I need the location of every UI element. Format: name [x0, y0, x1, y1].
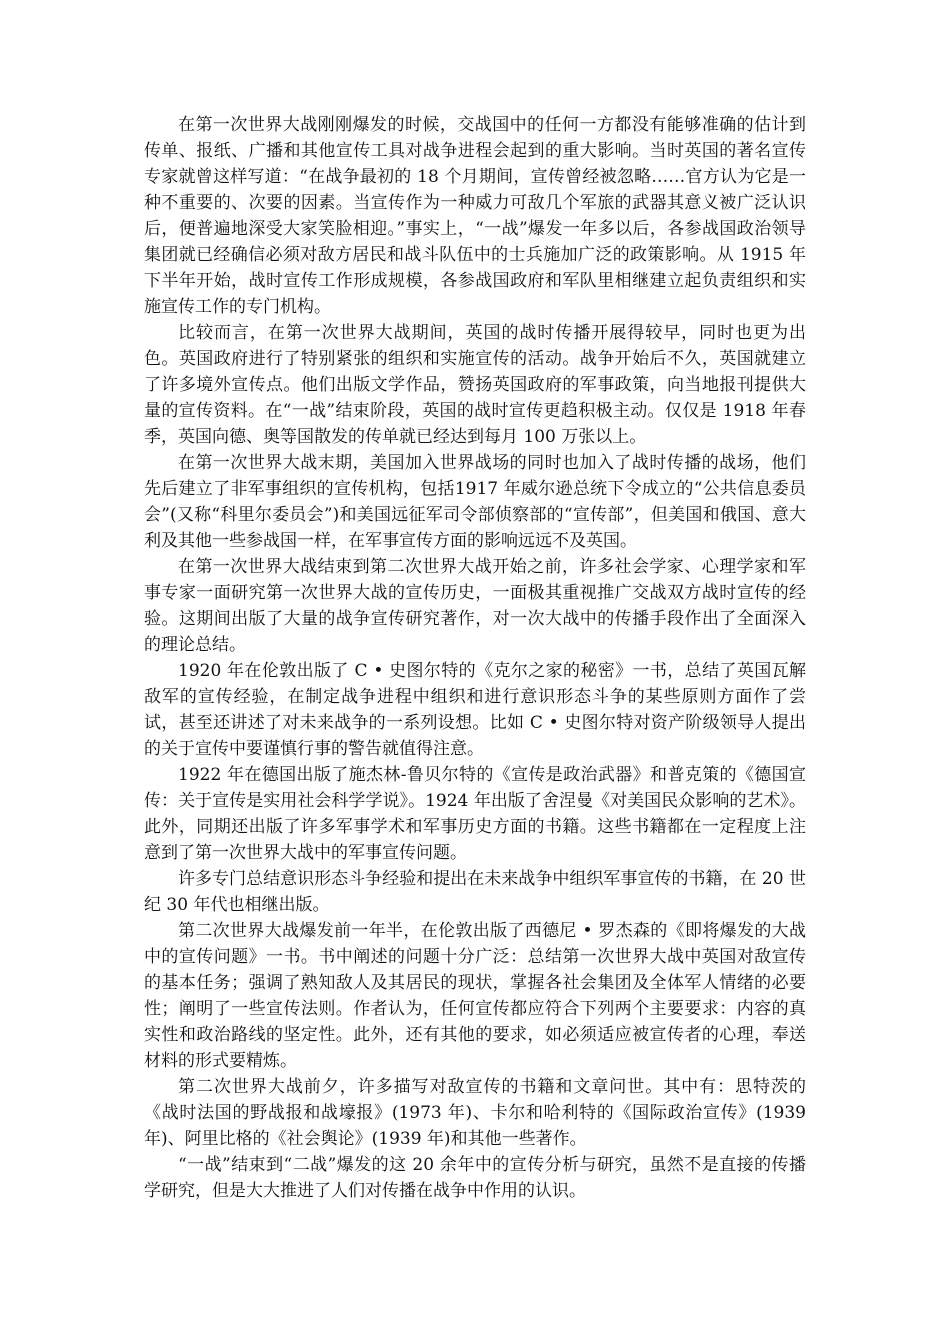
paragraph-3: 在第一次世界大战末期，美国加入世界战场的同时也加入了战时传播的战场，他们先后建立了非军事组织的宣传机构，包括1917 年威尔逊总统下令成立的“公共信息委员会”(又称“科里尔委员会”)和美国远征军司令部侦察部的“宣传部”，但美国和俄国、意大利及其他一些参战国一样，在军事宣传方面的影响远远不及英国。: [144, 453, 806, 551]
paragraph-10: “一战”结束到“二战”爆发的这 20 余年中的宣传分析与研究，虽然不是直接的传播学研究，但是大大推进了人们对传播在战争中作用的认识。: [144, 1155, 806, 1201]
paragraph-2: 比较而言，在第一次世界大战期间，英国的战时传播开展得较早，同时也更为出色。英国政府进行了特别紧张的组织和实施宣传的活动。战争开始后不久，英国就建立了许多境外宣传点。他们出版文学作品，赞扬英国政府的军事政策，向当地报刊提供大量的宣传资料。在“一战”结束阶段，英国的战时宣传更趋积极主动。仅仅是 1918 年春季，英国向德、奥等国散发的传单就已经达到每月 100 万张以上。: [144, 323, 806, 447]
paragraph-8: 第二次世界大战爆发前一年半，在伦敦出版了西德尼 • 罗杰森的《即将爆发的大战中的宣传问题》一书。书中阐述的问题十分广泛：总结第一次世界大战中英国对敌宣传的基本任务；强调了熟知敌人及其居民的现状，掌握各社会集团及全体军人情绪的必要性；阐明了一些宣传法则。作者认为，任何宣传都应符合下列两个主要要求：内容的真实性和政治路线的坚定性。此外，还有其他的要求，如必须适应被宣传者的心理，奉送材料的形式要精炼。: [144, 921, 806, 1071]
paragraph-1: 在第一次世界大战刚刚爆发的时候，交战国中的任何一方都没有能够准确的估计到传单、报纸、广播和其他宣传工具对战争进程会起到的重大影响。当时英国的著名宣传专家就曾这样写道：“在战争最初的 18 个月期间，宣传曾经被忽略……官方认为它是一种不重要的、次要的因素。当宣传作为一种威力可敌几个军旅的武器其意义被广泛认识后，便普遍地深受大家笑脸相迎。”事实上，“一战”爆发一年多以后，各参战国政治领导集团就已经确信必须对敌方居民和战斗队伍中的士兵施加广泛的政策影响。从 1915 年下半年开始，战时宣传工作形成规模，各参战国政府和军队里相继建立起负责组织和实施宣传工作的专门机构。: [144, 115, 806, 317]
paragraph-9: 第二次世界大战前夕，许多描写对敌宣传的书籍和文章问世。其中有：思特茨的《战时法国的野战报和战壕报》(1973 年)、卡尔和哈利特的《国际政治宣传》(1939 年)、阿里比格的《社会舆论》(1939 年)和其他一些著作。: [144, 1077, 806, 1149]
paragraph-7: 许多专门总结意识形态斗争经验和提出在未来战争中组织军事宣传的书籍，在 20 世纪 30 年代也相继出版。: [144, 869, 806, 915]
paragraph-5: 1920 年在伦敦出版了 C • 史图尔特的《克尔之家的秘密》一书，总结了英国瓦解敌军的宣传经验，在制定战争进程中组织和进行意识形态斗争的某些原则方面作了尝试，甚至还讲述了对未来战争的一系列设想。比如 C • 史图尔特对资产阶级领导人提出的关于宣传中要谨慎行事的警告就值得注意。: [144, 661, 806, 759]
paragraph-6: 1922 年在德国出版了施杰林-鲁贝尔特的《宣传是政治武器》和普克策的《德国宣传：关于宣传是实用社会科学学说》。1924 年出版了舍涅曼《对美国民众影响的艺术》。此外，同期还出版了许多军事学术和军事历史方面的书籍。这些书籍都在一定程度上注意到了第一次世界大战中的军事宣传问题。: [144, 765, 806, 863]
document-page: [144, 112, 806, 1204]
paragraph-4: 在第一次世界大战结束到第二次世界大战开始之前，许多社会学家、心理学家和军事专家一面研究第一次世界大战的宣传历史，一面极其重视推广交战双方战时宣传的经验。这期间出版了大量的战争宣传研究著作，对一次大战中的传播手段作出了全面深入的理论总结。: [144, 557, 806, 655]
